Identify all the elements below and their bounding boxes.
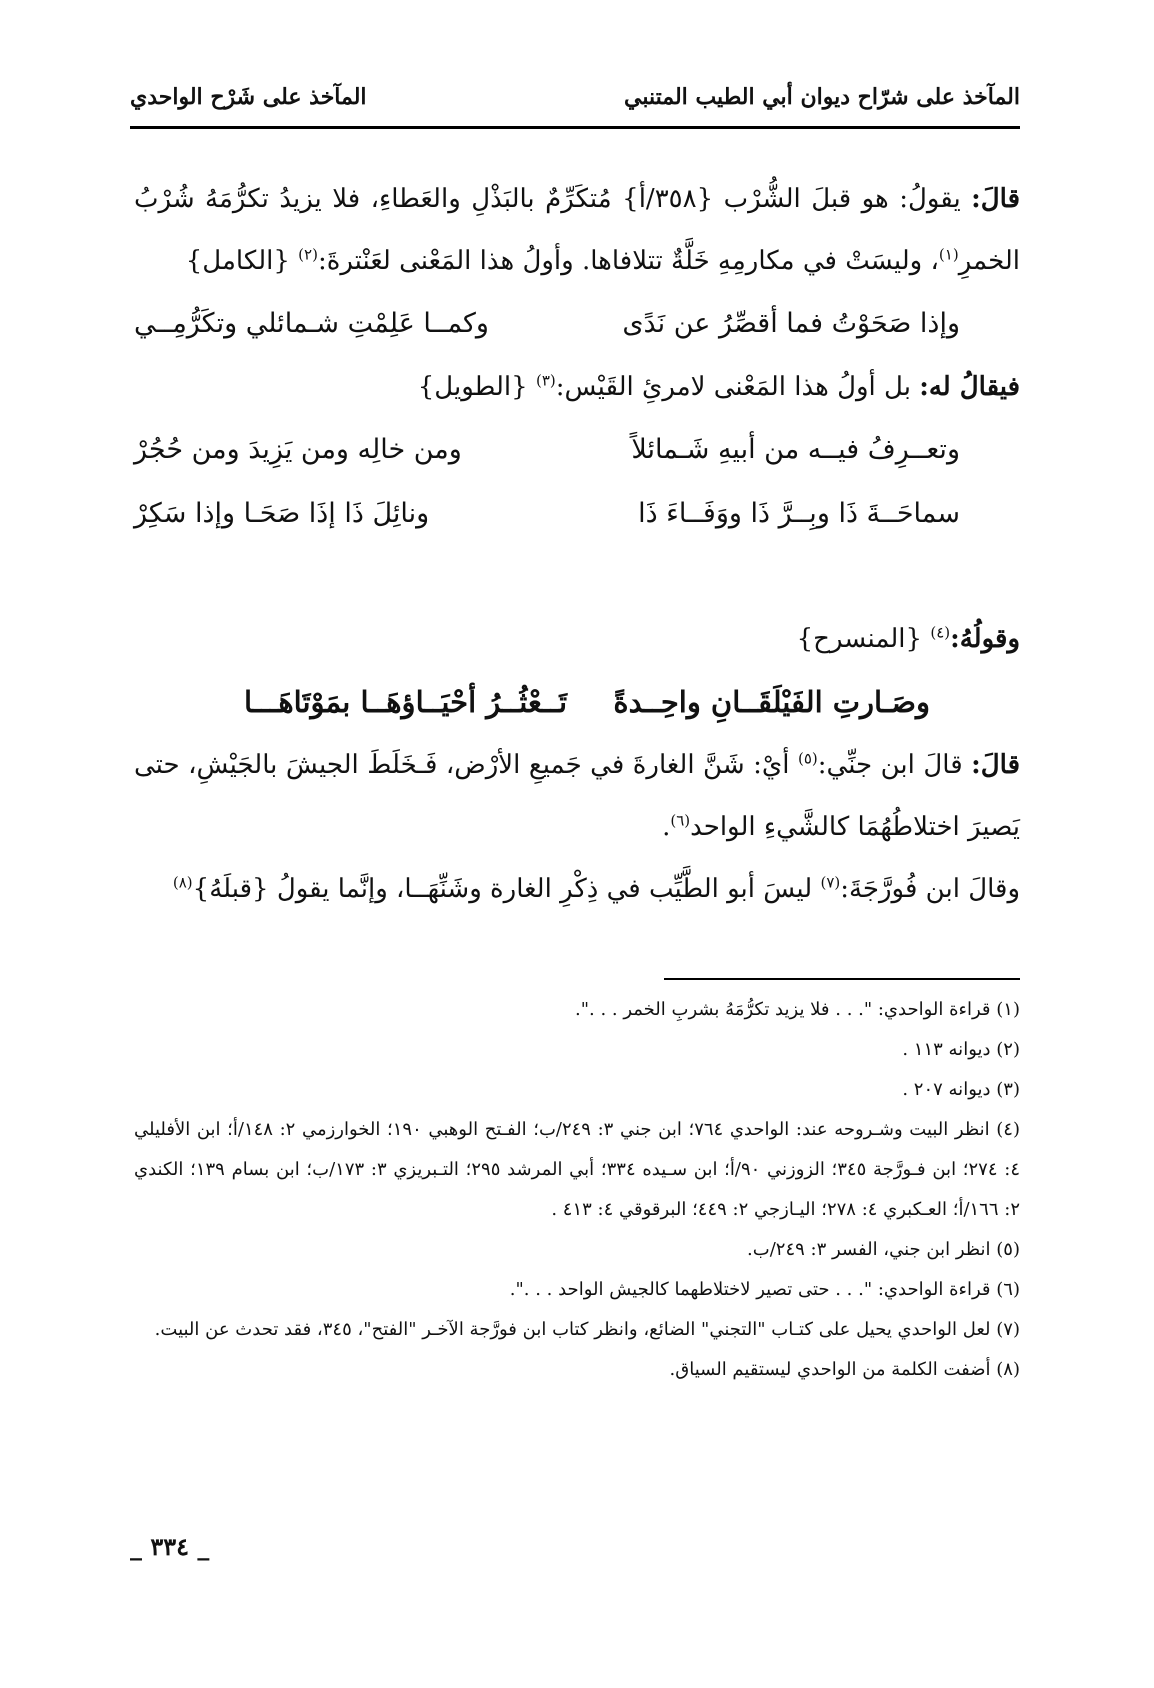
main-text — [134, 168, 1020, 920]
footnote-text: لعل الواحدي يحيل على كتـاب "التجني" الضائع، وانظر كتاب ابن فورَّجة الآخـر "الفتح"، ٣٤٥، فقد تحدث عن البيت. — [154, 1319, 991, 1340]
footnote-text: أضفت الكلمة من الواحدي ليستقيم السياق. — [669, 1359, 991, 1380]
footnotes — [134, 990, 1020, 1390]
footnote-number: (٧) — [996, 1319, 1020, 1340]
paragraph-text: . — [662, 812, 671, 842]
verse-second-hemistich: ونائِلَ ذَا إذَا صَحَـا وإذا سَكِرْ — [134, 498, 430, 529]
footnote-ref: (٧) — [820, 873, 841, 892]
verse-3 — [134, 482, 960, 546]
footnote-number: (٢) — [996, 1039, 1020, 1060]
paragraph-5 — [134, 858, 1020, 920]
verse-second-hemistich: وكمــا عَلِمْتِ شـمائلي وتكَرُّمِــي — [134, 308, 489, 339]
footnote-ref: (٣) — [535, 371, 556, 390]
paragraph-text: وقالَ ابن فُورَّجَةَ: — [840, 874, 1020, 904]
footnote-rule — [664, 978, 1020, 980]
paragraph-2 — [134, 356, 1020, 418]
footnote-item — [134, 1350, 1020, 1390]
footnote-item — [134, 1070, 1020, 1110]
chapter-title: المآخذ على شَرْح الواحدي — [130, 84, 367, 110]
verse-1 — [134, 292, 960, 356]
footnote-ref: (٥) — [798, 749, 818, 768]
paragraph-lead: وقولُهُ: — [950, 624, 1020, 654]
meter-label: {الكامل} — [185, 246, 299, 276]
footnote-item — [134, 1310, 1020, 1350]
footnote-item — [134, 1030, 1020, 1070]
page-number: _ ٣٣٤ _ — [130, 1532, 210, 1561]
footnote-text: ديوانه ٢٠٧ . — [902, 1079, 991, 1100]
book-title: المآخذ على شرّاح ديوان أبي الطيب المتنبي — [624, 84, 1020, 110]
meter-label: {الطويل} — [417, 372, 536, 402]
paragraph-text: قالَ ابن جنِّي: — [817, 750, 972, 780]
paragraph-text: ، وليسَتْ في مكارمِهِ خَلَّةٌ تتلافاها. وأولُ هذا المَعْنى لعَنْترةَ: — [317, 246, 939, 276]
paragraph-4 — [134, 734, 1020, 858]
footnote-number: (٣) — [996, 1079, 1020, 1100]
paragraph-lead: قالَ: — [971, 750, 1020, 780]
paragraph-lead: قالَ: — [971, 184, 1020, 214]
paragraph-lead: فيقالُ له: — [919, 372, 1020, 402]
footnote-number: (٦) — [996, 1279, 1020, 1300]
paragraph-3 — [134, 608, 1020, 670]
footnote-item — [134, 990, 1020, 1030]
footnote-item — [134, 1110, 1020, 1230]
verse-first-hemistich: وتعــرِفُ فيــه من أبيهِ شَـمائلاً — [631, 434, 960, 465]
footnote-ref: (١) — [938, 245, 959, 264]
meter-label: {المنسرح} — [796, 624, 931, 654]
paragraph-text: أيْ: شَنَّ الغارةَ في جَميعِ الأرْض، فَـخَلَطَ الجيشَ بالجَيْشِ، حتى يَصيرَ اختلاطُهُمَا كالشَّيءِ الواحد — [134, 750, 1020, 842]
footnote-text: ديوانه ١١٣ . — [902, 1039, 991, 1060]
verse-first-hemistich: وإذا صَحَوْتُ فما أقصِّرُ عن نَدًى — [622, 308, 960, 339]
paragraph-text: بل أولُ هذا المَعْنى لامرئِ القَيْس: — [555, 372, 920, 402]
footnote-number: (٥) — [996, 1239, 1020, 1260]
footnote-text: قراءة الواحدي: ". . . فلا يزيد تكرُّمَهُ بشربِ الخمر . . .". — [575, 999, 991, 1020]
footnote-number: (٨) — [996, 1359, 1020, 1380]
footnote-item — [134, 1230, 1020, 1270]
footnote-ref: (٦) — [670, 811, 691, 830]
verse-first-hemistich: سماحَــةَ ذَا وبِــرَّ ذَا ووَفَــاءَ ذَا — [638, 498, 960, 529]
verse-first-hemistich: وصَـارتِ الفَيْلَقَــانِ واحِــدةً — [613, 685, 930, 719]
section-gap — [134, 546, 1020, 608]
paragraph-1 — [134, 168, 1020, 292]
verse-4 — [244, 670, 930, 734]
footnote-ref: (٢) — [298, 245, 318, 264]
footnote-number: (١) — [996, 999, 1020, 1020]
footnote-text: انظر ابن جني، الفسر ٣: ٢٤٩/ب. — [747, 1239, 991, 1260]
header-rule — [130, 126, 1020, 129]
running-header — [130, 84, 1020, 124]
footnote-ref: (٨) — [172, 873, 193, 892]
footnote-number: (٤) — [996, 1119, 1020, 1140]
paragraph-text: ليسَ أبو الطَّيِّب في ذِكْرِ الغارة وشَنِّهَــا، وإنَّما يقولُ {قبلَهُ} — [192, 874, 821, 904]
verse-2 — [134, 418, 960, 482]
footnote-ref: (٤) — [930, 623, 951, 642]
verse-second-hemistich: تَــعْثُــرُ أحْيَــاؤهَــا بمَوْتَاهَـــا — [244, 685, 568, 719]
footnote-text: قراءة الواحدي: ". . . حتى تصير لاختلاطهما كالجيش الواحد . . .". — [509, 1279, 991, 1300]
verse-second-hemistich: ومن خالِه ومن يَزِيدَ ومن حُجُرْ — [134, 434, 462, 465]
footnote-text: انظر البيت وشـروحه عند: الواحدي ٧٦٤؛ ابن جني ٣: ٢٤٩/ب؛ الفـتح الوهبي ١٩٠؛ الخوارزمي ٢: ١٤٨/أ؛ ابن الأفليلي ٤: ٢٧٤؛ ابن فـورَّجة ٣٤٥؛ الزوزني ٩٠/أ؛ ابن سـيده ٣٣٤؛ أبي المرشد ٢٩٥؛ التـبريزي ٣: ١٧٣/ب؛ ابن بسام ١٣٩؛ الكندي ٢: ١٦٦/أ؛ العـكبري ٤: ٢٧٨؛ اليـازجي ٢: ٤٤٩؛ البرقوقي ٤: ٤١٣ . — [134, 1119, 1020, 1220]
paragraph-text: يقولُ: هو قبلَ الشُّرْب {٣٥٨/أ} مُتكَرِّمٌ بالبَذْلِ والعَطاءِ، فلا يزيدُ تكرُّمَهُ شُرْبُ الخمرِ — [134, 184, 1020, 276]
footnote-item — [134, 1270, 1020, 1310]
